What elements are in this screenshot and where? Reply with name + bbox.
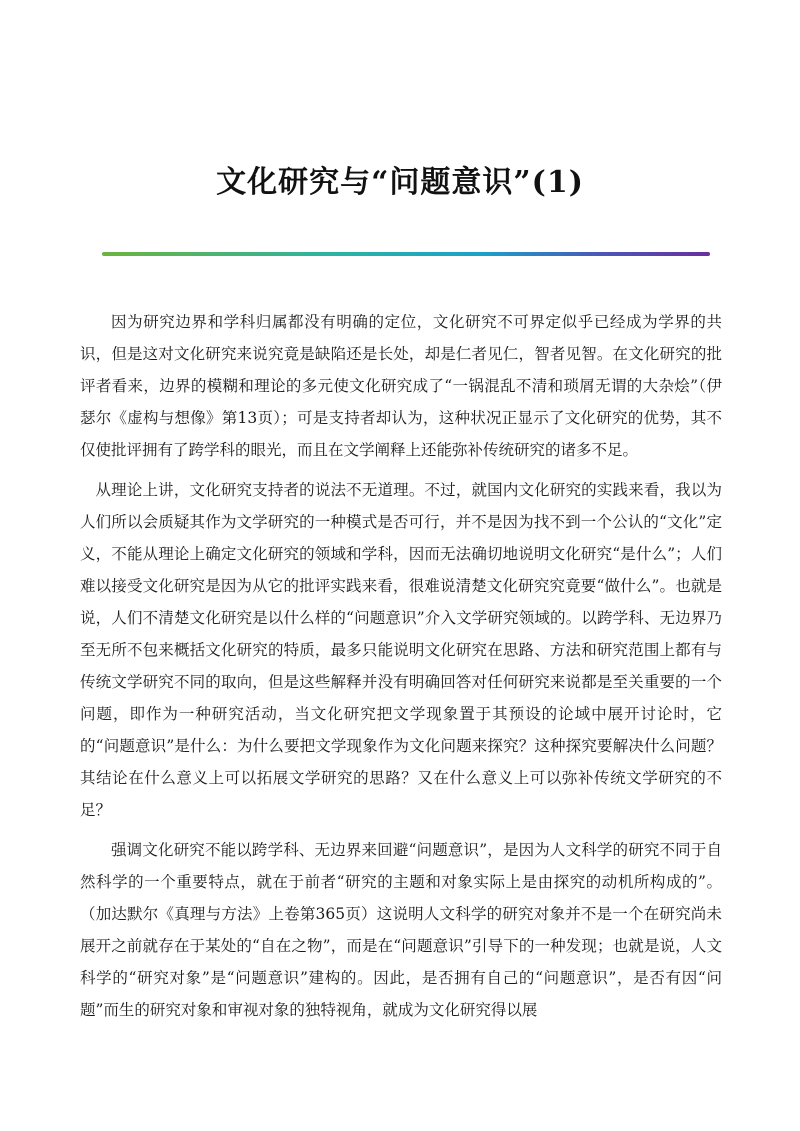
paragraph-3: 强调文化研究不能以跨学科、无边界来回避“问题意识”，是因为人文科学的研究不同于自然科学的一个重要特点，就在于前者“研究的主题和对象实际上是由探究的动机所构成的”。（加达默尔《真理与方法》上卷第365页）这说明人文科学的研究对象并不是一个在研究尚未展开之前就存在于某处的“自在之物”，而是在“问题意识”引导下的一种发现；也就是说，人文科学的“研究对象”是“问题意识”建构的。因此，是否拥有自己的“问题意识”，是否有因“问题”而生的研究对象和审视对象的独特视角，就成为文化研究得以展 [80, 841, 722, 1019]
paragraph-1: 因为研究边界和学科归属都没有明确的定位，文化研究不可界定似乎已经成为学界的共识，但是这对文化研究来说究竟是缺陷还是长处，却是仁者见仁，智者见智。在文化研究的批评者看来，边界的模糊和理论的多元使文化研究成了“一锅混乱不清和琐屑无谓的大杂烩”（伊瑟尔《虚构与想像》第13页）；可是支持者却认为，这种状况正显示了文化研究的优势，其不仅使批评拥有了跨学科的眼光，而且在文学阐释上还能弥补传统研究的诸多不足。 [80, 313, 722, 459]
title-divider [102, 252, 710, 256]
document-title: 文化研究与“问题意识”(1) [216, 165, 584, 200]
paragraph-2: 从理论上讲，文化研究支持者的说法不无道理。不过，就国内文化研究的实践来看，我以为人们所以会质疑其作为文学研究的一种模式是否可行，并不是因为找不到一个公认的“文化”定义，不能从理论上确定文化研究的领域和学科，因而无法确切地说明文化研究“是什么”；人们难以接受文化研究是因为从它的批评实践来看，很难说清楚文化研究究竟要“做什么”。也就是说，人们不清楚文化研究是以什么样的“问题意识”介入文学研究领域的。以跨学科、无边界乃至无所不包来概括文化研究的特质，最多只能说明文化研究在思路、方法和研究范围上都有与传统文学研究不同的取向，但是这些解释并没有明确回答对任何研究来说都是至关重要的一个问题，即作为一种研究活动，当文化研究把文学现象置于其预设的论域中展开讨论时，它的“问题意识”是什么：为什么要把文学现象作为文化问题来探究？这种探究要解决什么问题？其结论在什么意义上可以拓展文学研究的思路？又在什么意义上可以弥补传统文学研究的不足？ [80, 481, 722, 819]
document-body [80, 306, 722, 1034]
